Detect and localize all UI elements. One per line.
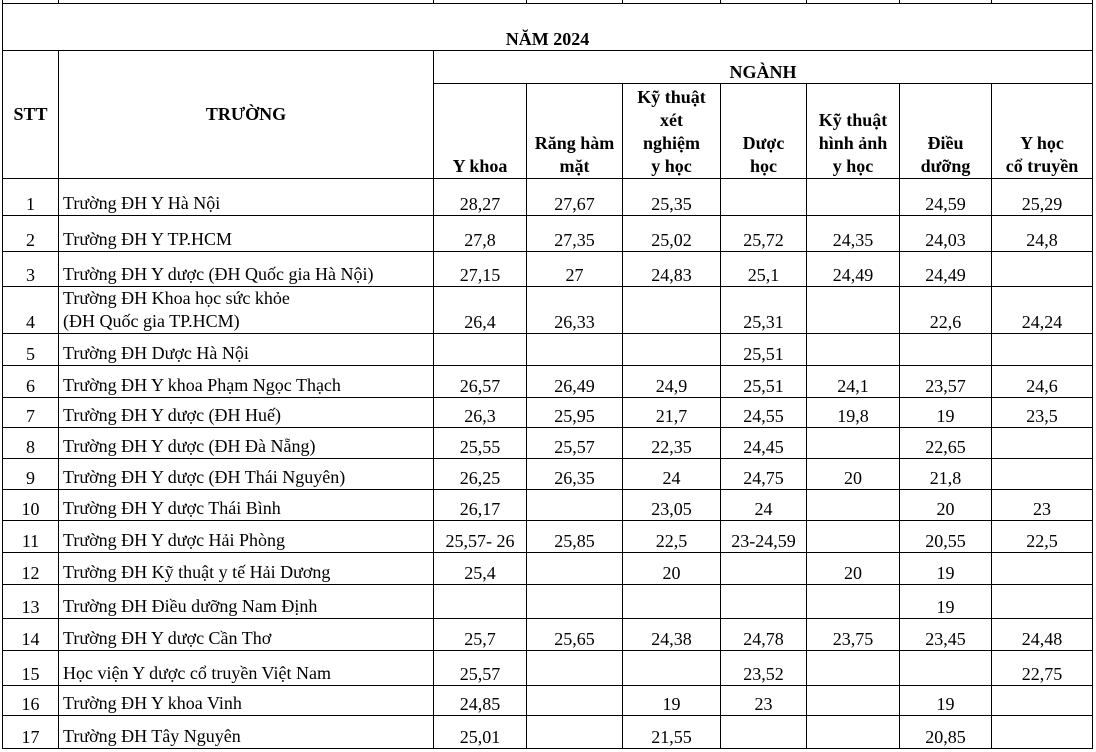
score-cell: 25,01 bbox=[434, 716, 527, 749]
title-row bbox=[3, 4, 1093, 51]
table-row bbox=[3, 521, 1093, 553]
score-cell: 20 bbox=[900, 490, 992, 521]
score-cell: 19 bbox=[900, 686, 992, 716]
major-header-line: nghiệm bbox=[642, 133, 700, 153]
score-cell bbox=[992, 716, 1093, 749]
score-cell: 21,55 bbox=[623, 716, 721, 749]
stt-cell: 14 bbox=[3, 619, 59, 651]
school-name-line: Trường ĐH Y Hà Nội bbox=[63, 193, 221, 213]
score-cell: 26,3 bbox=[434, 398, 527, 428]
school-name-cell bbox=[59, 398, 434, 428]
score-cell: 25,72 bbox=[721, 216, 807, 252]
score-cell: 26,17 bbox=[434, 490, 527, 521]
stt-cell: 7 bbox=[3, 398, 59, 428]
score-cell: 24,24 bbox=[992, 287, 1093, 334]
score-cell bbox=[807, 716, 900, 749]
stt-cell: 17 bbox=[3, 716, 59, 749]
score-cell: 24,8 bbox=[992, 216, 1093, 252]
score-cell: 19 bbox=[900, 585, 992, 619]
major-header-line: Y khoa bbox=[452, 156, 508, 176]
score-cell: 20,85 bbox=[900, 716, 992, 749]
score-cell: 25,29 bbox=[992, 179, 1093, 216]
score-cell: 22,6 bbox=[900, 287, 992, 334]
score-cell: 23,57 bbox=[900, 366, 992, 398]
school-name-line: Trường ĐH Khoa học sức khỏe bbox=[63, 288, 290, 308]
major-header bbox=[807, 84, 900, 179]
stt-cell: 6 bbox=[3, 366, 59, 398]
score-cell bbox=[807, 651, 900, 686]
school-name-cell bbox=[59, 651, 434, 686]
score-cell bbox=[807, 585, 900, 619]
score-cell: 19 bbox=[900, 553, 992, 585]
school-name-line: Trường ĐH Y khoa Vinh bbox=[63, 693, 242, 713]
table-row bbox=[3, 490, 1093, 521]
major-header-line: cổ truyền bbox=[1005, 156, 1079, 176]
score-cell: 24,83 bbox=[623, 252, 721, 287]
score-cell bbox=[527, 490, 623, 521]
school-name-line: Trường ĐH Y TP.HCM bbox=[63, 229, 232, 249]
stt-cell: 15 bbox=[3, 651, 59, 686]
score-cell: 24,45 bbox=[721, 428, 807, 459]
score-cell bbox=[527, 585, 623, 619]
school-name-line: Trường ĐH Y dược Cần Thơ bbox=[63, 628, 272, 648]
score-cell: 25,85 bbox=[527, 521, 623, 553]
score-cell bbox=[527, 716, 623, 749]
score-cell bbox=[721, 716, 807, 749]
score-cell: 19,8 bbox=[807, 398, 900, 428]
school-name-line: Trường ĐH Y khoa Phạm Ngọc Thạch bbox=[63, 375, 341, 395]
table-row bbox=[3, 334, 1093, 366]
school-name-cell bbox=[59, 716, 434, 749]
score-cell: 26,4 bbox=[434, 287, 527, 334]
score-cell: 25,57 bbox=[434, 651, 527, 686]
major-header bbox=[434, 84, 527, 179]
major-header-line: y học bbox=[651, 156, 692, 176]
school-name-line: Trường ĐH Y dược (ĐH Đà Nẵng) bbox=[63, 436, 316, 456]
score-cell: 22,5 bbox=[623, 521, 721, 553]
school-name-line: Trường ĐH Y dược (ĐH Quốc gia Hà Nội) bbox=[63, 264, 374, 284]
score-cell: 26,25 bbox=[434, 459, 527, 490]
stt-cell: 1 bbox=[3, 179, 59, 216]
table-row bbox=[3, 179, 1093, 216]
score-cell: 24,03 bbox=[900, 216, 992, 252]
school-name-cell bbox=[59, 459, 434, 490]
score-cell: 20 bbox=[623, 553, 721, 585]
major-header-line: xét bbox=[660, 110, 683, 130]
school-name-line: Trường ĐH Điều dưỡng Nam Định bbox=[63, 596, 318, 616]
score-cell bbox=[721, 179, 807, 216]
stt-cell: 8 bbox=[3, 428, 59, 459]
table-row bbox=[3, 366, 1093, 398]
major-header-line: y học bbox=[832, 156, 874, 176]
score-cell: 22,65 bbox=[900, 428, 992, 459]
major-header bbox=[900, 84, 992, 179]
school-name-cell bbox=[59, 366, 434, 398]
score-cell: 27,35 bbox=[527, 216, 623, 252]
school-name-cell bbox=[59, 252, 434, 287]
major-header-line: Điều bbox=[927, 133, 964, 153]
score-cell: 22,35 bbox=[623, 428, 721, 459]
major-header-line: Răng hàm bbox=[534, 133, 615, 153]
score-cell: 27,67 bbox=[527, 179, 623, 216]
school-name-line: Trường ĐH Tây Nguyên bbox=[63, 726, 241, 746]
score-cell: 25,02 bbox=[623, 216, 721, 252]
score-cell: 25,57- 26 bbox=[434, 521, 527, 553]
table-row bbox=[3, 716, 1093, 749]
score-cell bbox=[992, 252, 1093, 287]
score-cell bbox=[434, 334, 527, 366]
score-cell: 27,15 bbox=[434, 252, 527, 287]
score-cell bbox=[623, 287, 721, 334]
admission-score-table bbox=[2, 0, 1093, 749]
stt-cell: 12 bbox=[3, 553, 59, 585]
score-cell: 24,48 bbox=[992, 619, 1093, 651]
table-row bbox=[3, 252, 1093, 287]
stt-cell: 9 bbox=[3, 459, 59, 490]
table-row bbox=[3, 651, 1093, 686]
score-cell: 23,52 bbox=[721, 651, 807, 686]
score-cell bbox=[623, 334, 721, 366]
score-cell: 23 bbox=[992, 490, 1093, 521]
table-row bbox=[3, 459, 1093, 490]
score-cell: 24,38 bbox=[623, 619, 721, 651]
score-cell: 26,57 bbox=[434, 366, 527, 398]
table-row bbox=[3, 216, 1093, 252]
score-cell bbox=[807, 334, 900, 366]
stt-cell: 11 bbox=[3, 521, 59, 553]
table-row bbox=[3, 287, 1093, 334]
score-cell bbox=[992, 553, 1093, 585]
score-cell: 24,6 bbox=[992, 366, 1093, 398]
major-header-line: Kỹ thuật bbox=[637, 87, 706, 107]
score-cell bbox=[721, 585, 807, 619]
score-cell: 20,55 bbox=[900, 521, 992, 553]
major-header-line: Y học bbox=[1020, 133, 1064, 153]
table-row bbox=[3, 398, 1093, 428]
school-name-cell bbox=[59, 428, 434, 459]
score-cell: 25,35 bbox=[623, 179, 721, 216]
score-cell bbox=[992, 428, 1093, 459]
school-name-line: Trường ĐH Kỹ thuật y tế Hải Dương bbox=[63, 562, 331, 582]
score-cell bbox=[527, 651, 623, 686]
score-cell: 23,75 bbox=[807, 619, 900, 651]
school-name-line: Trường ĐH Y dược Thái Bình bbox=[63, 498, 281, 518]
major-header-line: Kỹ thuật bbox=[818, 110, 888, 130]
score-cell: 20 bbox=[807, 553, 900, 585]
score-cell: 24,78 bbox=[721, 619, 807, 651]
score-cell bbox=[721, 553, 807, 585]
major-header-line: mặt bbox=[559, 156, 590, 176]
score-cell: 24 bbox=[623, 459, 721, 490]
stt-cell: 16 bbox=[3, 686, 59, 716]
stt-cell: 10 bbox=[3, 490, 59, 521]
score-cell bbox=[992, 585, 1093, 619]
school-name-cell bbox=[59, 686, 434, 716]
school-name-line: Học viện Y dược cổ truyền Việt Nam bbox=[63, 663, 331, 683]
score-cell bbox=[992, 334, 1093, 366]
score-cell: 23,45 bbox=[900, 619, 992, 651]
score-cell bbox=[434, 585, 527, 619]
score-cell bbox=[900, 651, 992, 686]
school-name-line: Trường ĐH Y dược (ĐH Huế) bbox=[63, 405, 282, 425]
table-row bbox=[3, 686, 1093, 716]
score-cell: 24,49 bbox=[807, 252, 900, 287]
school-name-line: Trường ĐH Dược Hà Nội bbox=[63, 343, 249, 363]
score-cell bbox=[807, 686, 900, 716]
table-row bbox=[3, 619, 1093, 651]
score-cell: 24,75 bbox=[721, 459, 807, 490]
score-cell bbox=[807, 179, 900, 216]
score-cell: 23,5 bbox=[992, 398, 1093, 428]
school-name-line: Trường ĐH Y dược (ĐH Thái Nguyên) bbox=[63, 467, 346, 487]
score-cell: 23 bbox=[721, 686, 807, 716]
score-cell: 19 bbox=[623, 686, 721, 716]
stt-header: STT bbox=[3, 51, 59, 179]
score-cell: 25,55 bbox=[434, 428, 527, 459]
school-name-line: (ĐH Quốc gia TP.HCM) bbox=[63, 311, 240, 331]
score-cell: 24,35 bbox=[807, 216, 900, 252]
stt-cell: 4 bbox=[3, 287, 59, 334]
score-cell bbox=[527, 334, 623, 366]
score-cell: 25,4 bbox=[434, 553, 527, 585]
score-cell bbox=[992, 686, 1093, 716]
score-cell bbox=[992, 459, 1093, 490]
score-cell: 25,57 bbox=[527, 428, 623, 459]
stt-cell: 5 bbox=[3, 334, 59, 366]
major-header-line: dưỡng bbox=[920, 156, 971, 176]
school-name-cell bbox=[59, 287, 434, 334]
score-cell bbox=[623, 651, 721, 686]
score-cell: 23-24,59 bbox=[721, 521, 807, 553]
score-cell: 25,7 bbox=[434, 619, 527, 651]
truong-header: TRƯỜNG bbox=[59, 51, 434, 179]
score-cell: 25,51 bbox=[721, 334, 807, 366]
school-name-cell bbox=[59, 619, 434, 651]
school-name-cell bbox=[59, 334, 434, 366]
score-cell: 25,65 bbox=[527, 619, 623, 651]
score-cell: 21,7 bbox=[623, 398, 721, 428]
score-cell bbox=[527, 553, 623, 585]
score-cell bbox=[623, 585, 721, 619]
score-cell bbox=[807, 521, 900, 553]
score-cell: 24,55 bbox=[721, 398, 807, 428]
major-header-line: học bbox=[750, 156, 777, 176]
score-cell bbox=[807, 428, 900, 459]
school-name-cell bbox=[59, 585, 434, 619]
score-cell bbox=[900, 334, 992, 366]
school-name-cell bbox=[59, 490, 434, 521]
table-title: NĂM 2024 bbox=[3, 4, 1093, 51]
score-cell: 24 bbox=[721, 490, 807, 521]
score-cell: 24,85 bbox=[434, 686, 527, 716]
score-cell: 24,49 bbox=[900, 252, 992, 287]
score-cell bbox=[527, 686, 623, 716]
header-row-nganh bbox=[3, 51, 1093, 84]
score-cell: 25,1 bbox=[721, 252, 807, 287]
score-cell bbox=[807, 490, 900, 521]
school-name-line: Trường ĐH Y dược Hải Phòng bbox=[63, 530, 286, 550]
score-cell: 24,59 bbox=[900, 179, 992, 216]
major-header-line: Dược bbox=[742, 133, 785, 153]
score-cell: 25,51 bbox=[721, 366, 807, 398]
major-header bbox=[992, 84, 1093, 179]
score-cell bbox=[807, 287, 900, 334]
school-name-cell bbox=[59, 216, 434, 252]
stt-cell: 2 bbox=[3, 216, 59, 252]
major-header bbox=[623, 84, 721, 179]
school-name-cell bbox=[59, 521, 434, 553]
score-cell: 27 bbox=[527, 252, 623, 287]
score-cell: 22,75 bbox=[992, 651, 1093, 686]
major-header bbox=[721, 84, 807, 179]
score-cell: 28,27 bbox=[434, 179, 527, 216]
major-header bbox=[527, 84, 623, 179]
major-header-line: hình ảnh bbox=[818, 133, 888, 153]
score-cell: 26,35 bbox=[527, 459, 623, 490]
nganh-header: NGÀNH bbox=[434, 51, 1093, 84]
school-name-cell bbox=[59, 179, 434, 216]
score-cell: 26,49 bbox=[527, 366, 623, 398]
score-cell: 24,9 bbox=[623, 366, 721, 398]
score-cell: 20 bbox=[807, 459, 900, 490]
score-cell: 25,31 bbox=[721, 287, 807, 334]
school-name-cell bbox=[59, 553, 434, 585]
score-cell: 26,33 bbox=[527, 287, 623, 334]
table-row bbox=[3, 428, 1093, 459]
score-cell: 21,8 bbox=[900, 459, 992, 490]
score-cell: 22,5 bbox=[992, 521, 1093, 553]
stt-cell: 3 bbox=[3, 252, 59, 287]
score-cell: 19 bbox=[900, 398, 992, 428]
table-row bbox=[3, 585, 1093, 619]
score-cell: 27,8 bbox=[434, 216, 527, 252]
table-row bbox=[3, 553, 1093, 585]
score-cell: 24,1 bbox=[807, 366, 900, 398]
score-cell: 25,95 bbox=[527, 398, 623, 428]
stt-cell: 13 bbox=[3, 585, 59, 619]
score-cell: 23,05 bbox=[623, 490, 721, 521]
